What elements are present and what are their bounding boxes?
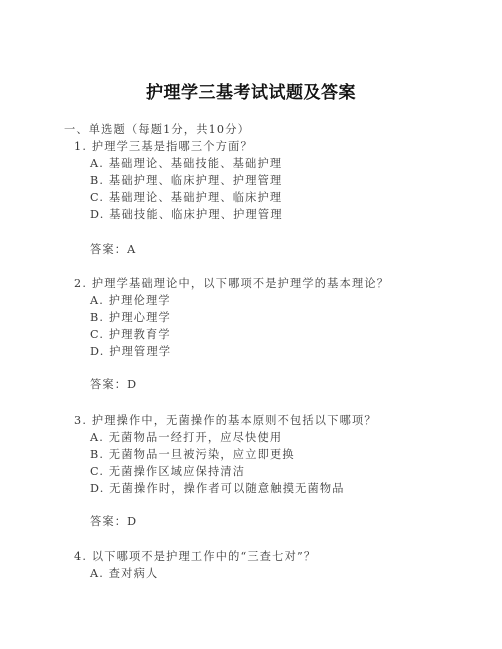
document-title: 护理学三基考试试题及答案 bbox=[146, 83, 356, 103]
question-1-option-a: A. 基础理论、基础技能、基础护理 bbox=[90, 157, 283, 170]
section-heading: 一、单选题（每题1分，共10分） bbox=[64, 123, 250, 136]
question-2-option-a: A. 护理伦理学 bbox=[90, 294, 171, 307]
question-1-option-c: C. 基础理论、基础护理、临床护理 bbox=[90, 191, 283, 204]
question-3-option-d: D. 无菌操作时，操作者可以随意触摸无菌物品 bbox=[90, 482, 345, 495]
question-1-option-b: B. 基础护理、临床护理、护理管理 bbox=[90, 174, 283, 187]
question-2-option-c: C. 护理教育学 bbox=[90, 328, 171, 341]
question-1-stem: 1. 护理学三基是指哪三个方面？ bbox=[74, 140, 253, 153]
question-1-option-d: D. 基础技能、临床护理、护理管理 bbox=[90, 208, 283, 221]
question-3-stem: 3. 护理操作中，无菌操作的基本原则不包括以下哪项？ bbox=[74, 414, 377, 427]
question-3-option-a: A. 无菌物品一经打开，应尽快使用 bbox=[90, 431, 283, 444]
question-4-option-a: A. 查对病人 bbox=[90, 567, 159, 580]
question-3-option-c: C. 无菌操作区域应保持清洁 bbox=[90, 465, 246, 478]
question-2-answer: 答案：D bbox=[90, 378, 138, 391]
question-3-answer: 答案：D bbox=[90, 515, 138, 528]
question-2-option-b: B. 护理心理学 bbox=[90, 311, 171, 324]
question-4-stem: 4. 以下哪项不是护理工作中的“三查七对”？ bbox=[74, 550, 317, 563]
question-3-option-b: B. 无菌物品一旦被污染，应立即更换 bbox=[90, 448, 295, 461]
question-2-option-d: D. 护理管理学 bbox=[90, 345, 172, 358]
question-2-stem: 2. 护理学基础理论中，以下哪项不是护理学的基本理论？ bbox=[74, 277, 390, 290]
question-1-answer: 答案：A bbox=[90, 243, 137, 256]
